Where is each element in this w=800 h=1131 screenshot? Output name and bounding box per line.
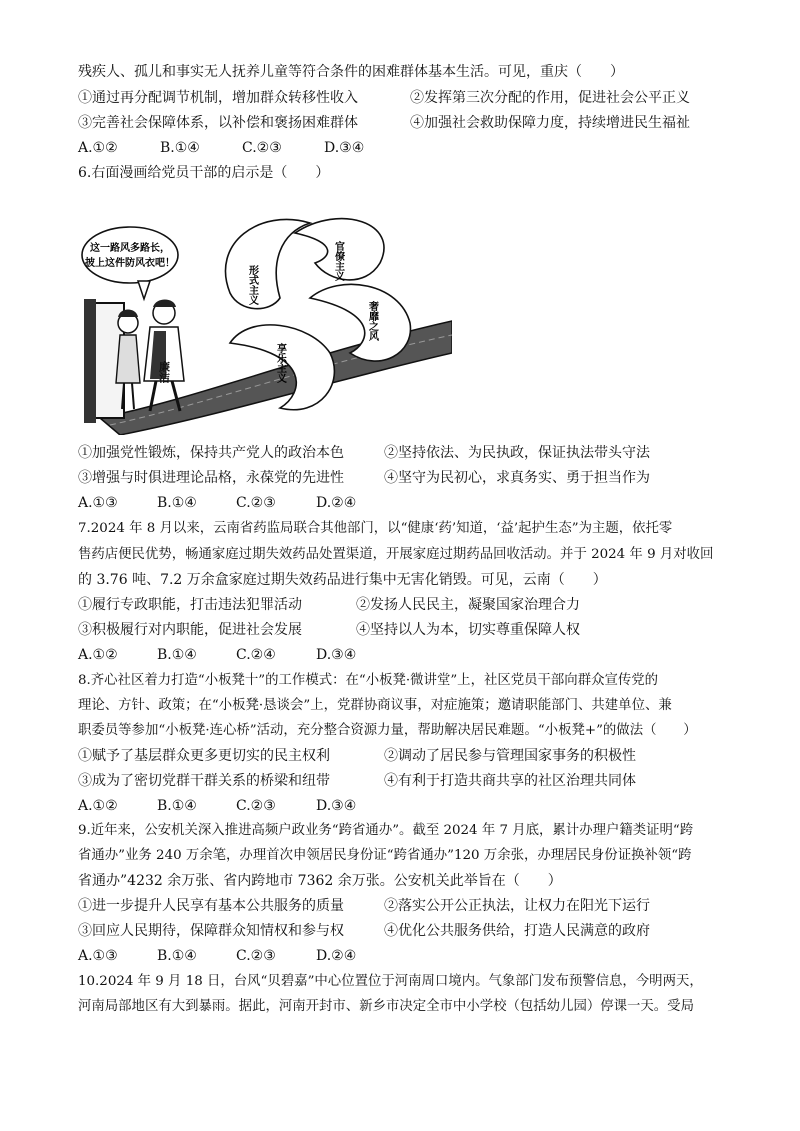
q9-stem-line-2: 省通办”业务 240 万余笔，办理首次申领居民身份证“跨省通办”120 万余张，办理居民身份证换补领“跨 bbox=[78, 848, 692, 863]
wind-label-formalism: 形式主义 bbox=[246, 265, 258, 305]
q7-option-2: ②发扬人民民主，凝聚国家治理合力 bbox=[356, 597, 580, 613]
wind-label-hedonism: 享乐主义 bbox=[274, 343, 286, 383]
coat-label: 廉洁 bbox=[157, 361, 171, 383]
q9-choice-b: B.①④ bbox=[157, 948, 197, 964]
q6-stem: 6.右面漫画给党员干部的启示是（ ） bbox=[78, 165, 330, 181]
q5-choice-b: B.①④ bbox=[160, 140, 200, 156]
q7-option-3: ③积极履行对内职能，促进社会发展 bbox=[78, 622, 302, 638]
q7-choice-d: D.③④ bbox=[316, 647, 357, 663]
q9-option-1: ①进一步提升人民享有基本公共服务的质量 bbox=[78, 898, 344, 914]
q6-choice-b: B.①④ bbox=[157, 495, 197, 511]
q6-choice-d: D.②④ bbox=[316, 495, 357, 511]
q8-option-1: ①赋予了基层群众更多更切实的民主权利 bbox=[78, 748, 330, 764]
q10-stem-line-1: 10.2024 年 9 月 18 日，台风“贝碧嘉”中心位置位于河南周口境内。气象部门发布预警信息，今明两天， bbox=[78, 974, 703, 989]
q5-option-4: ④加强社会救助保障力度，持续增进民生福祉 bbox=[410, 115, 690, 131]
q5-option-3: ③完善社会保障体系，以补偿和褒扬困难群体 bbox=[78, 115, 358, 131]
speech-line-2: 披上这件防风衣吧！ bbox=[85, 258, 175, 269]
q9-choice-d: D.②④ bbox=[316, 948, 357, 964]
q9-option-4: ④优化公共服务供给，打造人民满意的政府 bbox=[384, 923, 650, 939]
q6-choice-c: C.②③ bbox=[236, 495, 276, 511]
q7-choice-b: B.①④ bbox=[157, 647, 197, 663]
q9-choice-c: C.②③ bbox=[236, 948, 276, 964]
q5-choice-c: C.②③ bbox=[242, 140, 282, 156]
q7-option-1: ①履行专政职能，打击违法犯罪活动 bbox=[78, 597, 302, 613]
cartoon-illustration bbox=[80, 203, 452, 435]
q5-option-2: ②发挥第三次分配的作用，促进社会公平正义 bbox=[410, 90, 690, 106]
q7-choice-c: C.②④ bbox=[236, 647, 276, 663]
q7-stem-line-1: 7.2024 年 8 月以来，云南省药监局联合其他部门，以“健康‘药’知道，‘益’起护生态”为主题，依托零 bbox=[78, 521, 673, 536]
q7-choice-a: A.①② bbox=[78, 647, 118, 663]
q6-choice-a: A.①③ bbox=[78, 495, 118, 511]
wind-label-extravagance: 奢靡之风 bbox=[366, 301, 378, 341]
q8-stem-line-2: 理论、方针、政策；在“小板凳·恳谈会”上，党群协商议事，对症施策；邀请职能部门、共建单位、兼 bbox=[78, 698, 672, 713]
q8-choice-c: C.②③ bbox=[236, 798, 276, 814]
q5-option-1: ①通过再分配调节机制，增加群众转移性收入 bbox=[78, 90, 358, 106]
q5-choice-d: D.③④ bbox=[324, 140, 365, 156]
q8-option-2: ②调动了居民参与管理国家事务的积极性 bbox=[384, 748, 636, 764]
q9-stem-line-3: 省通办”4232 余万张、省内跨地市 7362 余万张。公安机关此举旨在（ ） bbox=[78, 873, 562, 889]
q8-stem-line-3: 职委员等参加“小板凳·连心桥”活动，充分整合资源力量，帮助解决居民难题。“小板凳+”的做法（ ） bbox=[78, 723, 697, 738]
q9-stem-line-1: 9.近年来，公安机关深入推进高频户政业务“跨省通办”。截至 2024 年 7 月底，累计办理户籍类证明“跨 bbox=[78, 823, 694, 838]
q6-option-4: ④坚守为民初心，求真务实、勇于担当作为 bbox=[384, 470, 650, 486]
road-label: 仕途 bbox=[202, 362, 227, 376]
q9-choice-a: A.①③ bbox=[78, 948, 118, 964]
q9-option-3: ③回应人民期待，保障群众知情权和参与权 bbox=[78, 923, 344, 939]
q7-option-4: ④坚持以人为本，切实尊重保障人权 bbox=[356, 622, 580, 638]
q7-stem-line-3: 的 3.76 吨、7.2 万余盒家庭过期失效药品进行集中无害化销毁。可见，云南（ ） bbox=[78, 572, 607, 588]
q6-option-3: ③增强与时俱进理论品格，永葆党的先进性 bbox=[78, 470, 344, 486]
q5-stem-end: 残疾人、孤儿和事实无人抚养儿童等符合条件的困难群体基本生活。可见，重庆（ ） bbox=[78, 64, 624, 80]
q8-option-4: ④有利于打造共商共享的社区治理共同体 bbox=[384, 773, 636, 789]
q6-option-2: ②坚持依法、为民执政，保证执法带头守法 bbox=[384, 445, 650, 461]
speech-line-1: 这一路风多路长， bbox=[90, 243, 170, 254]
q9-option-2: ②落实公开公正执法，让权力在阳光下运行 bbox=[384, 898, 650, 914]
q8-option-3: ③成为了密切党群干群关系的桥梁和纽带 bbox=[78, 773, 330, 789]
q8-choice-d: D.③④ bbox=[316, 798, 357, 814]
q10-stem-line-2: 河南局部地区有大到暴雨。据此，河南开封市、新乡市决定全市中小学校（包括幼儿园）停课一天。受局 bbox=[78, 999, 694, 1014]
q7-stem-line-2: 售药店便民优势，畅通家庭过期失效药品处置渠道，开展家庭过期药品回收活动。并于 2024 年 9 月对收回 bbox=[78, 547, 714, 562]
q8-choice-b: B.①④ bbox=[157, 798, 197, 814]
q5-choice-a: A.①② bbox=[78, 140, 118, 156]
q6-option-1: ①加强党性锻炼，保持共产党人的政治本色 bbox=[78, 445, 344, 461]
wind-label-bureaucratism: 官僚主义 bbox=[332, 241, 344, 281]
q8-choice-a: A.①② bbox=[78, 798, 118, 814]
q8-stem-line-1: 8.齐心社区着力打造“小板凳十”的工作模式：在“小板凳·微讲堂”上，社区党员干部向群众宣传党的 bbox=[78, 673, 659, 688]
